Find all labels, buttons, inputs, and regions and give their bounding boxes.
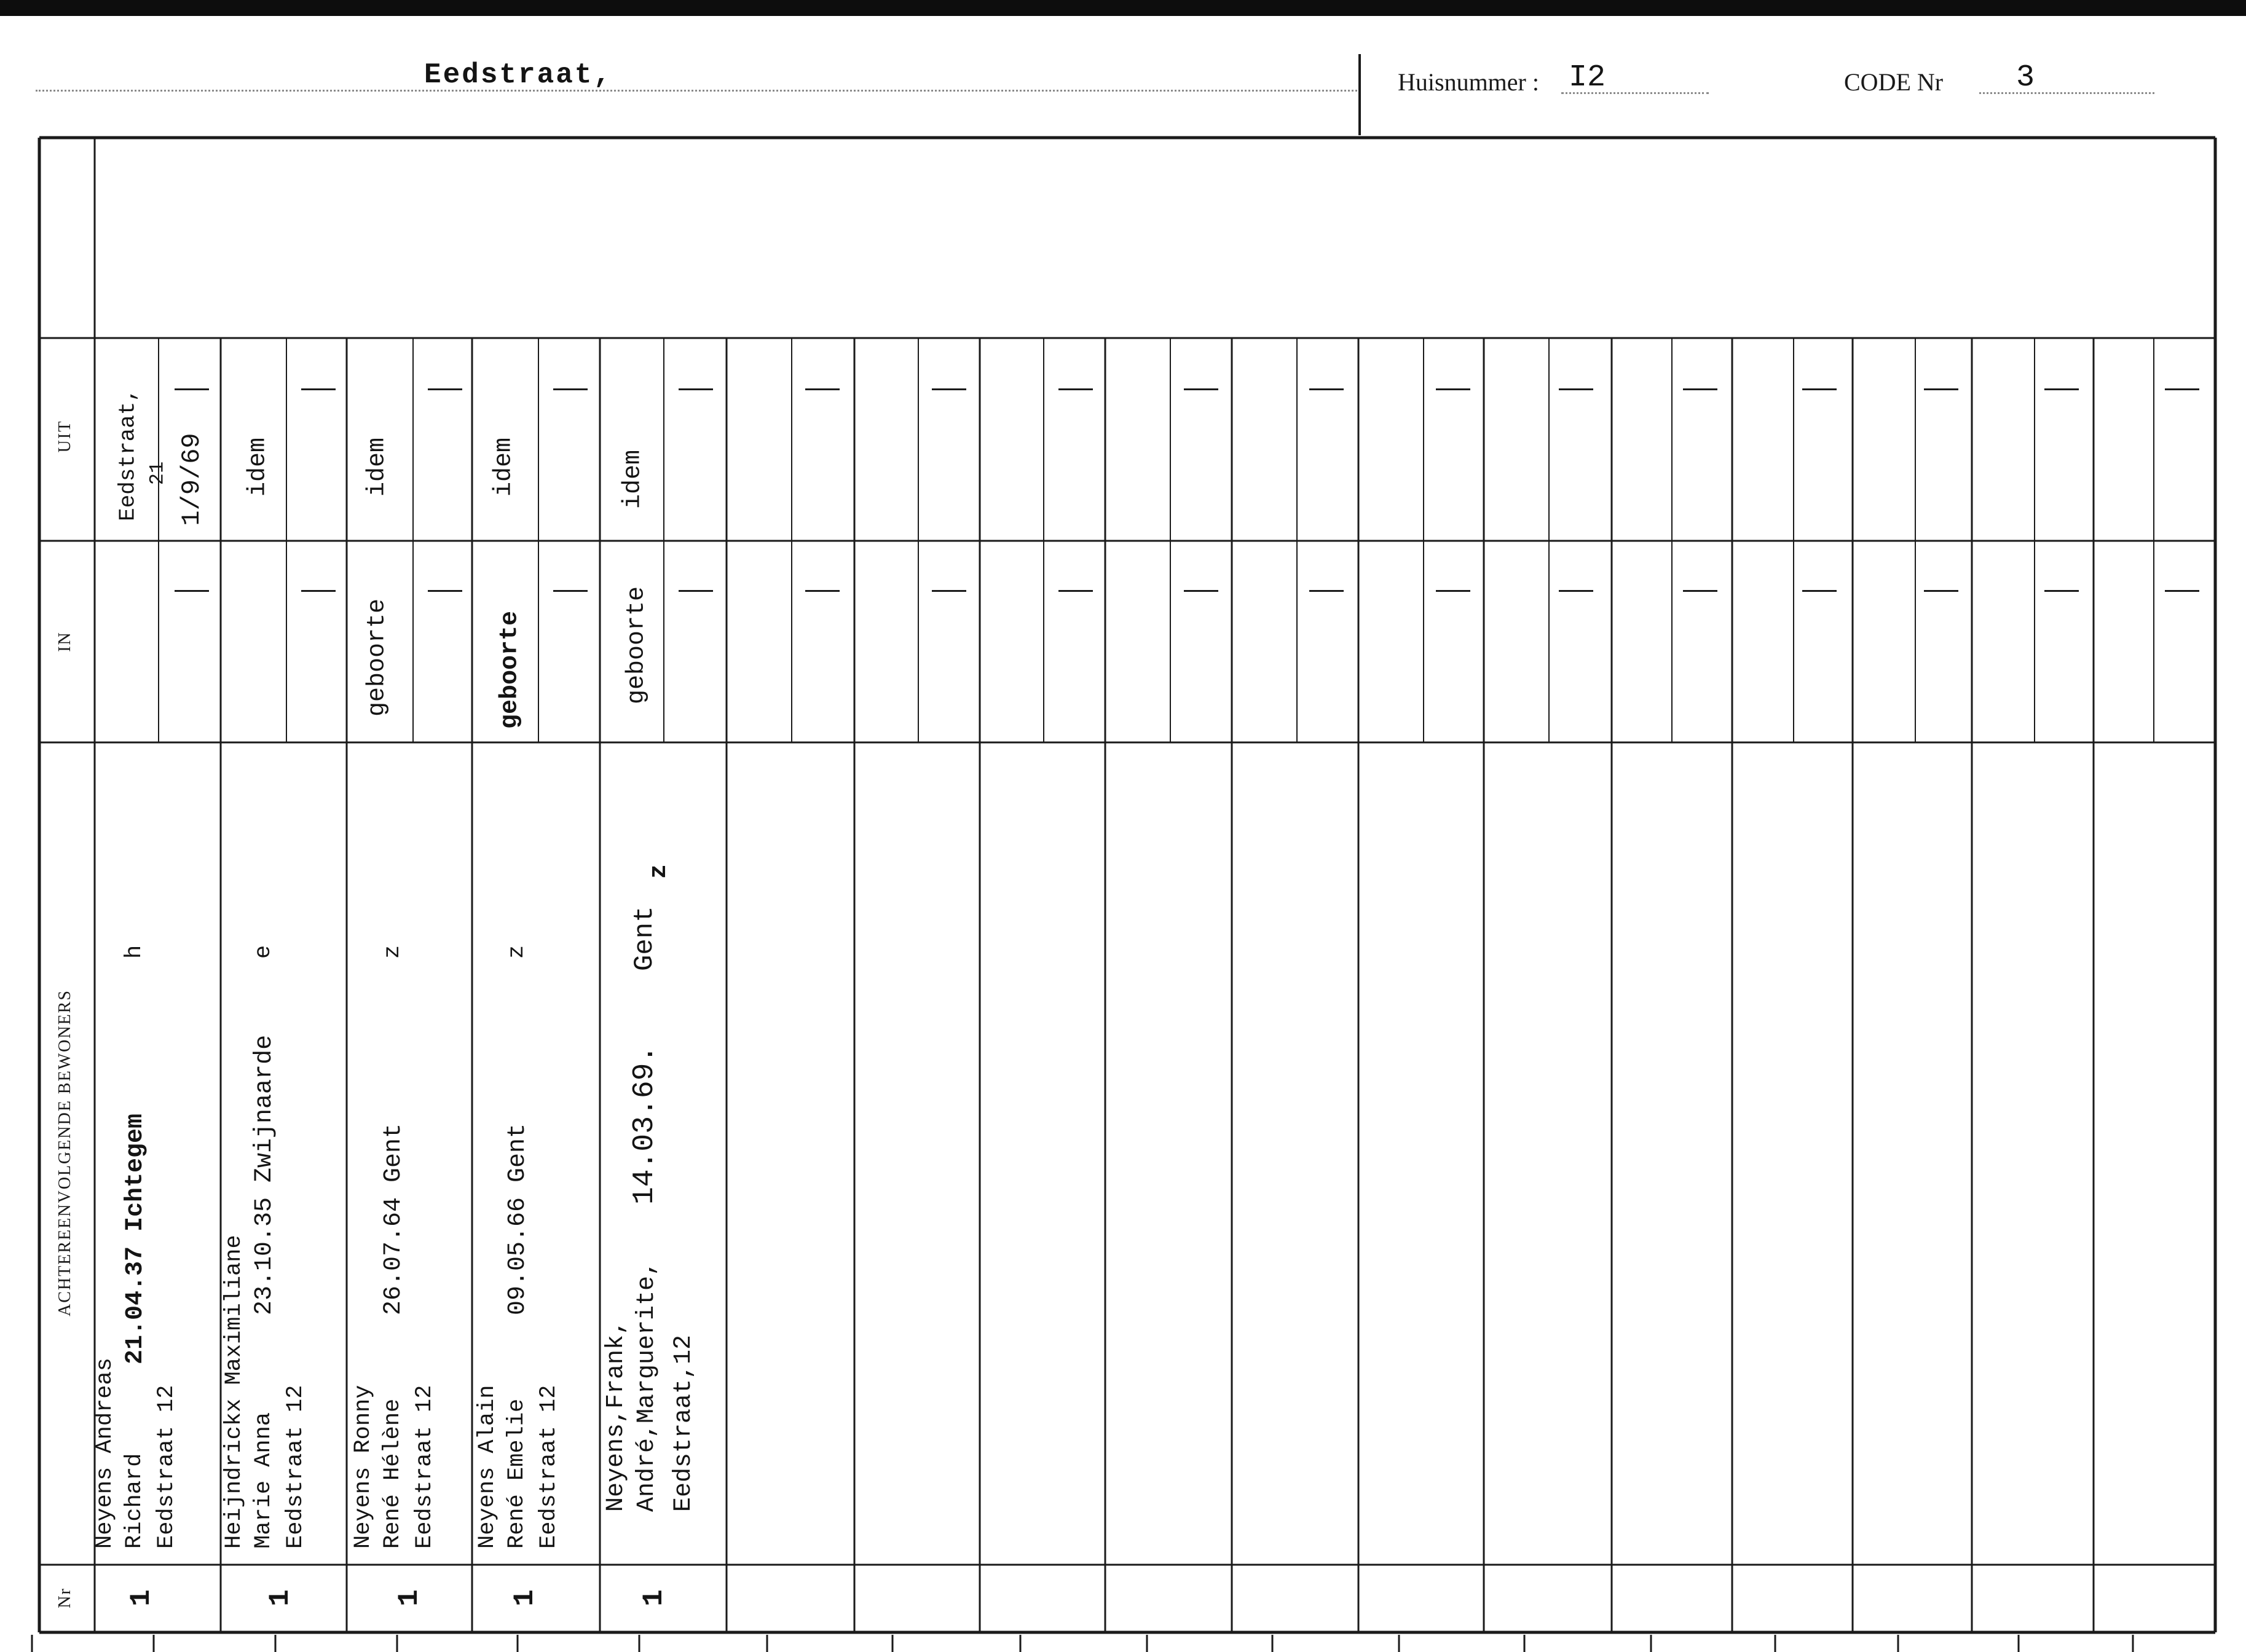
row-label-bewoners: ACHTEREENVOLGENDE BEWONERS: [55, 989, 74, 1316]
resident-given-names: Marie Anna: [251, 1412, 277, 1549]
resident-birth: 09.05.66 Gent: [504, 1123, 532, 1315]
resident-birth-place: Gent: [629, 906, 660, 971]
resident-details: [92, 934, 215, 1549]
uit-date: 1/9/69: [177, 433, 207, 526]
resident-address: Eedstraat 12: [412, 1385, 438, 1549]
resident-nr: 1: [509, 1589, 541, 1607]
uit-street: Eedstraat,: [115, 388, 141, 522]
in-value: geboorte: [623, 586, 651, 705]
resident-details: [602, 863, 725, 1512]
huisnummer-label: Huisnummer :: [1398, 68, 1539, 96]
street-name: Eedstraat,: [424, 59, 613, 91]
resident-nr: 1: [264, 1589, 296, 1607]
resident-given-names: René Emelie: [504, 1398, 530, 1549]
in-value: geboorte: [363, 598, 392, 717]
row-label-in: IN: [55, 631, 74, 652]
row-label-nr: Nr: [55, 1587, 74, 1608]
resident-nr: 1: [393, 1589, 425, 1607]
resident-mark: z: [504, 945, 530, 959]
resident-details: [350, 934, 473, 1549]
resident-given-names: Richard: [122, 1453, 148, 1549]
resident-given-names: René Hélène: [380, 1398, 406, 1549]
resident-address: Eedstraat,12: [670, 1334, 698, 1512]
resident-birth: 21.04.37 Ichtegem: [122, 1113, 149, 1364]
resident-address: Eedstraat 12: [154, 1385, 179, 1549]
resident-nr: 1: [125, 1589, 157, 1607]
resident-mark: e: [251, 945, 277, 959]
resident-birth: 26.07.64 Gent: [380, 1123, 408, 1315]
resident-mark: z: [645, 863, 673, 879]
resident-details: [221, 934, 344, 1549]
uit-value: idem: [490, 437, 518, 497]
resident-details: [475, 934, 597, 1549]
resident-name: Neyens Ronny: [350, 1385, 376, 1549]
row-label-uit: UIT: [55, 420, 74, 453]
code-value: 3: [2016, 60, 2035, 95]
huisnummer-value: I2: [1569, 60, 1606, 95]
code-label: CODE Nr: [1844, 68, 1944, 96]
uit-value: idem: [244, 437, 272, 497]
resident-address: Eedstraat 12: [536, 1385, 562, 1549]
resident-given-names: André,Marguerite,: [633, 1261, 661, 1512]
resident-name: Neyens,Frank,: [602, 1320, 630, 1512]
resident-nr: 1: [638, 1589, 670, 1607]
resident-name: Heijndrickx Maximiliane: [221, 1235, 247, 1549]
in-value: geboorte: [496, 610, 524, 730]
resident-birth-date: 14.03.69.: [628, 1045, 661, 1205]
resident-address: Eedstraat 12: [283, 1385, 309, 1549]
uit-number: 21: [146, 461, 169, 486]
resident-mark: h: [122, 945, 148, 959]
resident-name: Neyens Andreas: [92, 1358, 118, 1549]
resident-name: Neyens Alain: [475, 1385, 500, 1549]
uit-value: idem: [363, 437, 392, 497]
resident-birth: 23.10.35 Zwijnaarde: [251, 1034, 278, 1315]
uit-value: idem: [619, 449, 647, 509]
resident-mark: z: [380, 945, 406, 959]
